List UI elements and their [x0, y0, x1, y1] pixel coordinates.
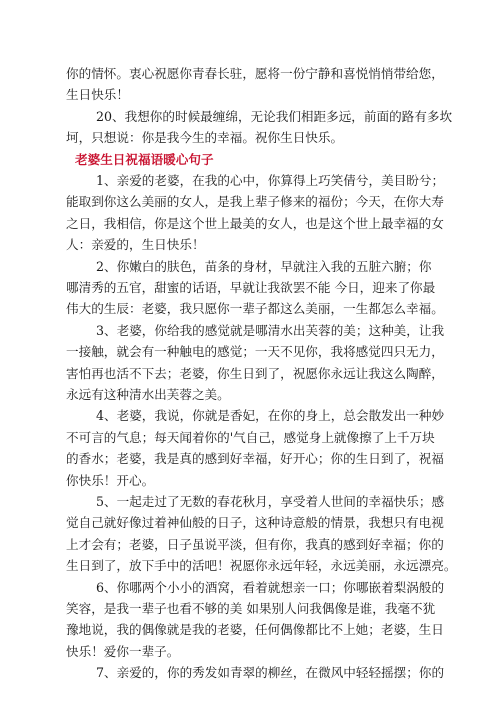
- text-line: 生日快乐！: [66, 87, 129, 102]
- text-line: 1、亲爱的老婆，在我的心中，你算得上巧笑倩兮，美目盼兮；: [96, 173, 445, 188]
- text-line: 5、一起走过了无数的春花秋月，享受着人世间的幸福快乐；感: [96, 494, 445, 509]
- text-line: 哪清秀的五官，甜蜜的话语，早就让我欲罢不能 今日，迎来了你最: [66, 280, 436, 295]
- text-line: 2、你嫩白的肤色，苗条的身材，早就注入我的五脏六腑；你: [96, 259, 432, 274]
- text-line: 4、老婆，我说，你就是香妃，在你的身上，总会散发出一种妙: [96, 408, 445, 423]
- text-line: 3、老婆，你给我的感觉就是哪清水出芙蓉的美；这种美，让我: [96, 323, 445, 338]
- text-line: 不可言的气息；每天闻着你的'气自己，感觉身上就像擦了上千万块: [66, 430, 435, 445]
- text-line: 人：亲爱的，生日快乐！: [66, 237, 205, 252]
- text-line: 能取到你这么美丽的女人，是我上辈子修来的福份；今天，在你大寿: [66, 194, 444, 209]
- text-line: 生日到了，放下手中的活吧！祝愿你永远年轻，永远美丽，永远漂亮。: [66, 558, 457, 573]
- text-line: 觉自己就好像过着神仙般的日子，这种诗意般的情景，我想只有电视: [66, 515, 444, 530]
- text-line: 上才会有；老婆，日子虽说平淡，但有你，我真的感到好幸福；你的: [66, 537, 444, 552]
- text-line: 笑容，是我一辈子也看不够的美 如果别人问我偶像是谁，我毫不犹: [66, 601, 436, 616]
- text-line: 7、亲爱的，你的秀发如青翠的柳丝，在微风中轻轻摇摆；你的: [96, 665, 445, 680]
- text-line: 坷，只想说：你是我今生的幸福。祝你生日快乐。: [66, 130, 344, 145]
- text-line: 你快乐！开心。: [66, 473, 155, 488]
- text-line: 伟大的生辰：老婆，我只愿你一辈子都这么美丽，一生都怎么幸福。: [66, 301, 444, 316]
- section-heading: 老婆生日祝福语暖心句子: [75, 152, 214, 167]
- text-line: 20、我想你的时候最缠绵，无论我们相距多远，前面的路有多坎: [96, 109, 453, 124]
- text-line: 害怕再也活不下去；老婆，你生日到了，祝愿你永远让我这么陶醉，: [66, 366, 444, 381]
- text-line: 的香水；老婆，我是真的感到好幸福，好开心；你的生日到了，祝福: [66, 451, 444, 466]
- text-line: 永远有这种清水出芙蓉之美。: [66, 387, 230, 402]
- text-line: 你的情怀。衷心祝愿你青春长驻，愿将一份宁静和喜悦悄悄带给您，: [66, 66, 444, 81]
- text-line: 豫地说，我的偶像就是我的老婆，任何偶像都比不上她；老婆，生日: [66, 622, 444, 637]
- text-line: 之日，我相信，你是这个世上最美的女人，也是这个世上最幸福的女: [66, 216, 444, 231]
- text-line: 一接触，就会有一种触电的感觉；一天不见你，我将感觉四只无力，: [66, 344, 444, 359]
- text-line: 快乐！爱你一辈子。: [66, 644, 180, 659]
- text-line: 6、你哪两个小小的酒窝，看着就想亲一口；你哪嵌着梨涡般的: [96, 580, 445, 595]
